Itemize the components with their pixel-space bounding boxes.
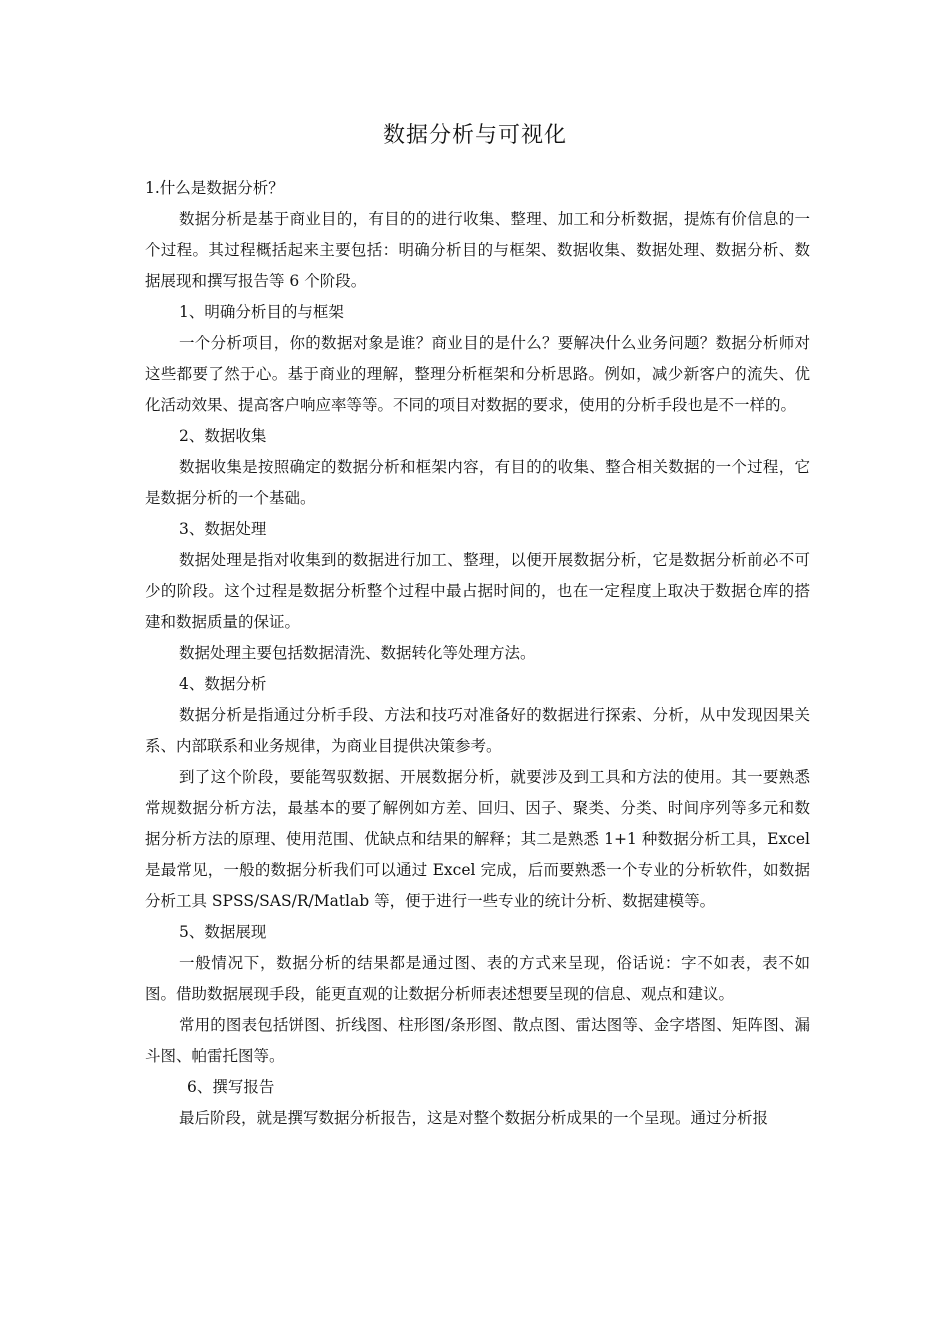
body-paragraph: 最后阶段，就是撰写数据分析报告，这是对整个数据分析成果的一个呈现。通过分析报 <box>179 1109 769 1127</box>
section-heading: 5、数据展现 <box>179 923 267 941</box>
body-paragraph: 数据收集是按照确定的数据分析和框架内容，有目的的收集、整合相关数据的一个过程，它是数据分析的一个基础。 <box>145 458 810 507</box>
section-heading: 1、明确分析目的与框架 <box>179 303 344 321</box>
body-paragraph: 数据处理是指对收集到的数据进行加工、整理，以便开展数据分析，它是数据分析前必不可少的阶段。这个过程是数据分析整个过程中最占据时间的，也在一定程度上取决于数据仓库的搭建和数据质量的保证。 <box>145 551 810 631</box>
section-heading: 2、数据收集 <box>179 427 267 445</box>
body-paragraph: 到了这个阶段，要能驾驭数据、开展数据分析，就要涉及到工具和方法的使用。其一要熟悉常规数据分析方法，最基本的要了解例如方差、回归、因子、聚类、分类、时间序列等多元和数据分析方法的原理、使用范围、优缺点和结果的解释；其二是熟悉 1+1 种数据分析工具，Excel 是最常见，一般的数据分析我们可以通过 Excel 完成，后而要熟悉一个专业的分析软件，如数据分析工具 SPSS/SAS/R/Matlab 等，便于进行一些专业的统计分析、数据建模等。 <box>145 768 810 910</box>
document-body <box>145 173 810 1134</box>
section-heading: 6、撰写报告 <box>187 1078 275 1096</box>
body-paragraph: 数据处理主要包括数据清洗、数据转化等处理方法。 <box>179 644 536 662</box>
body-paragraph: 常用的图表包括饼图、折线图、柱形图/条形图、散点图、雷达图等、金字塔图、矩阵图、漏斗图、帕雷托图等。 <box>145 1016 810 1065</box>
section-heading: 3、数据处理 <box>179 520 267 538</box>
body-paragraph: 数据分析是指通过分析手段、方法和技巧对准备好的数据进行探索、分析，从中发现因果关系、内部联系和业务规律，为商业目提供决策参考。 <box>145 706 810 755</box>
body-paragraph: 一般情况下，数据分析的结果都是通过图、表的方式来呈现，俗话说：字不如表，表不如图。借助数据展现手段，能更直观的让数据分析师表述想要呈现的信息、观点和建议。 <box>145 954 810 1003</box>
body-paragraph: 数据分析是基于商业目的，有目的的进行收集、整理、加工和分析数据，提炼有价信息的一个过程。其过程概括起来主要包括：明确分析目的与框架、数据收集、数据处理、数据分析、数据展现和撰写报告等 6 个阶段。 <box>145 210 810 290</box>
body-paragraph: 一个分析项目，你的数据对象是谁？商业目的是什么？要解决什么业务问题？数据分析师对这些都要了然于心。基于商业的理解，整理分析框架和分析思路。例如，减少新客户的流失、优化活动效果、提高客户响应率等等。不同的项目对数据的要求，使用的分析手段也是不一样的。 <box>145 334 810 414</box>
section-heading: 4、数据分析 <box>179 675 267 693</box>
question-heading: 1.什么是数据分析？ <box>145 179 284 197</box>
document-title: 数据分析与可视化 <box>382 123 567 148</box>
